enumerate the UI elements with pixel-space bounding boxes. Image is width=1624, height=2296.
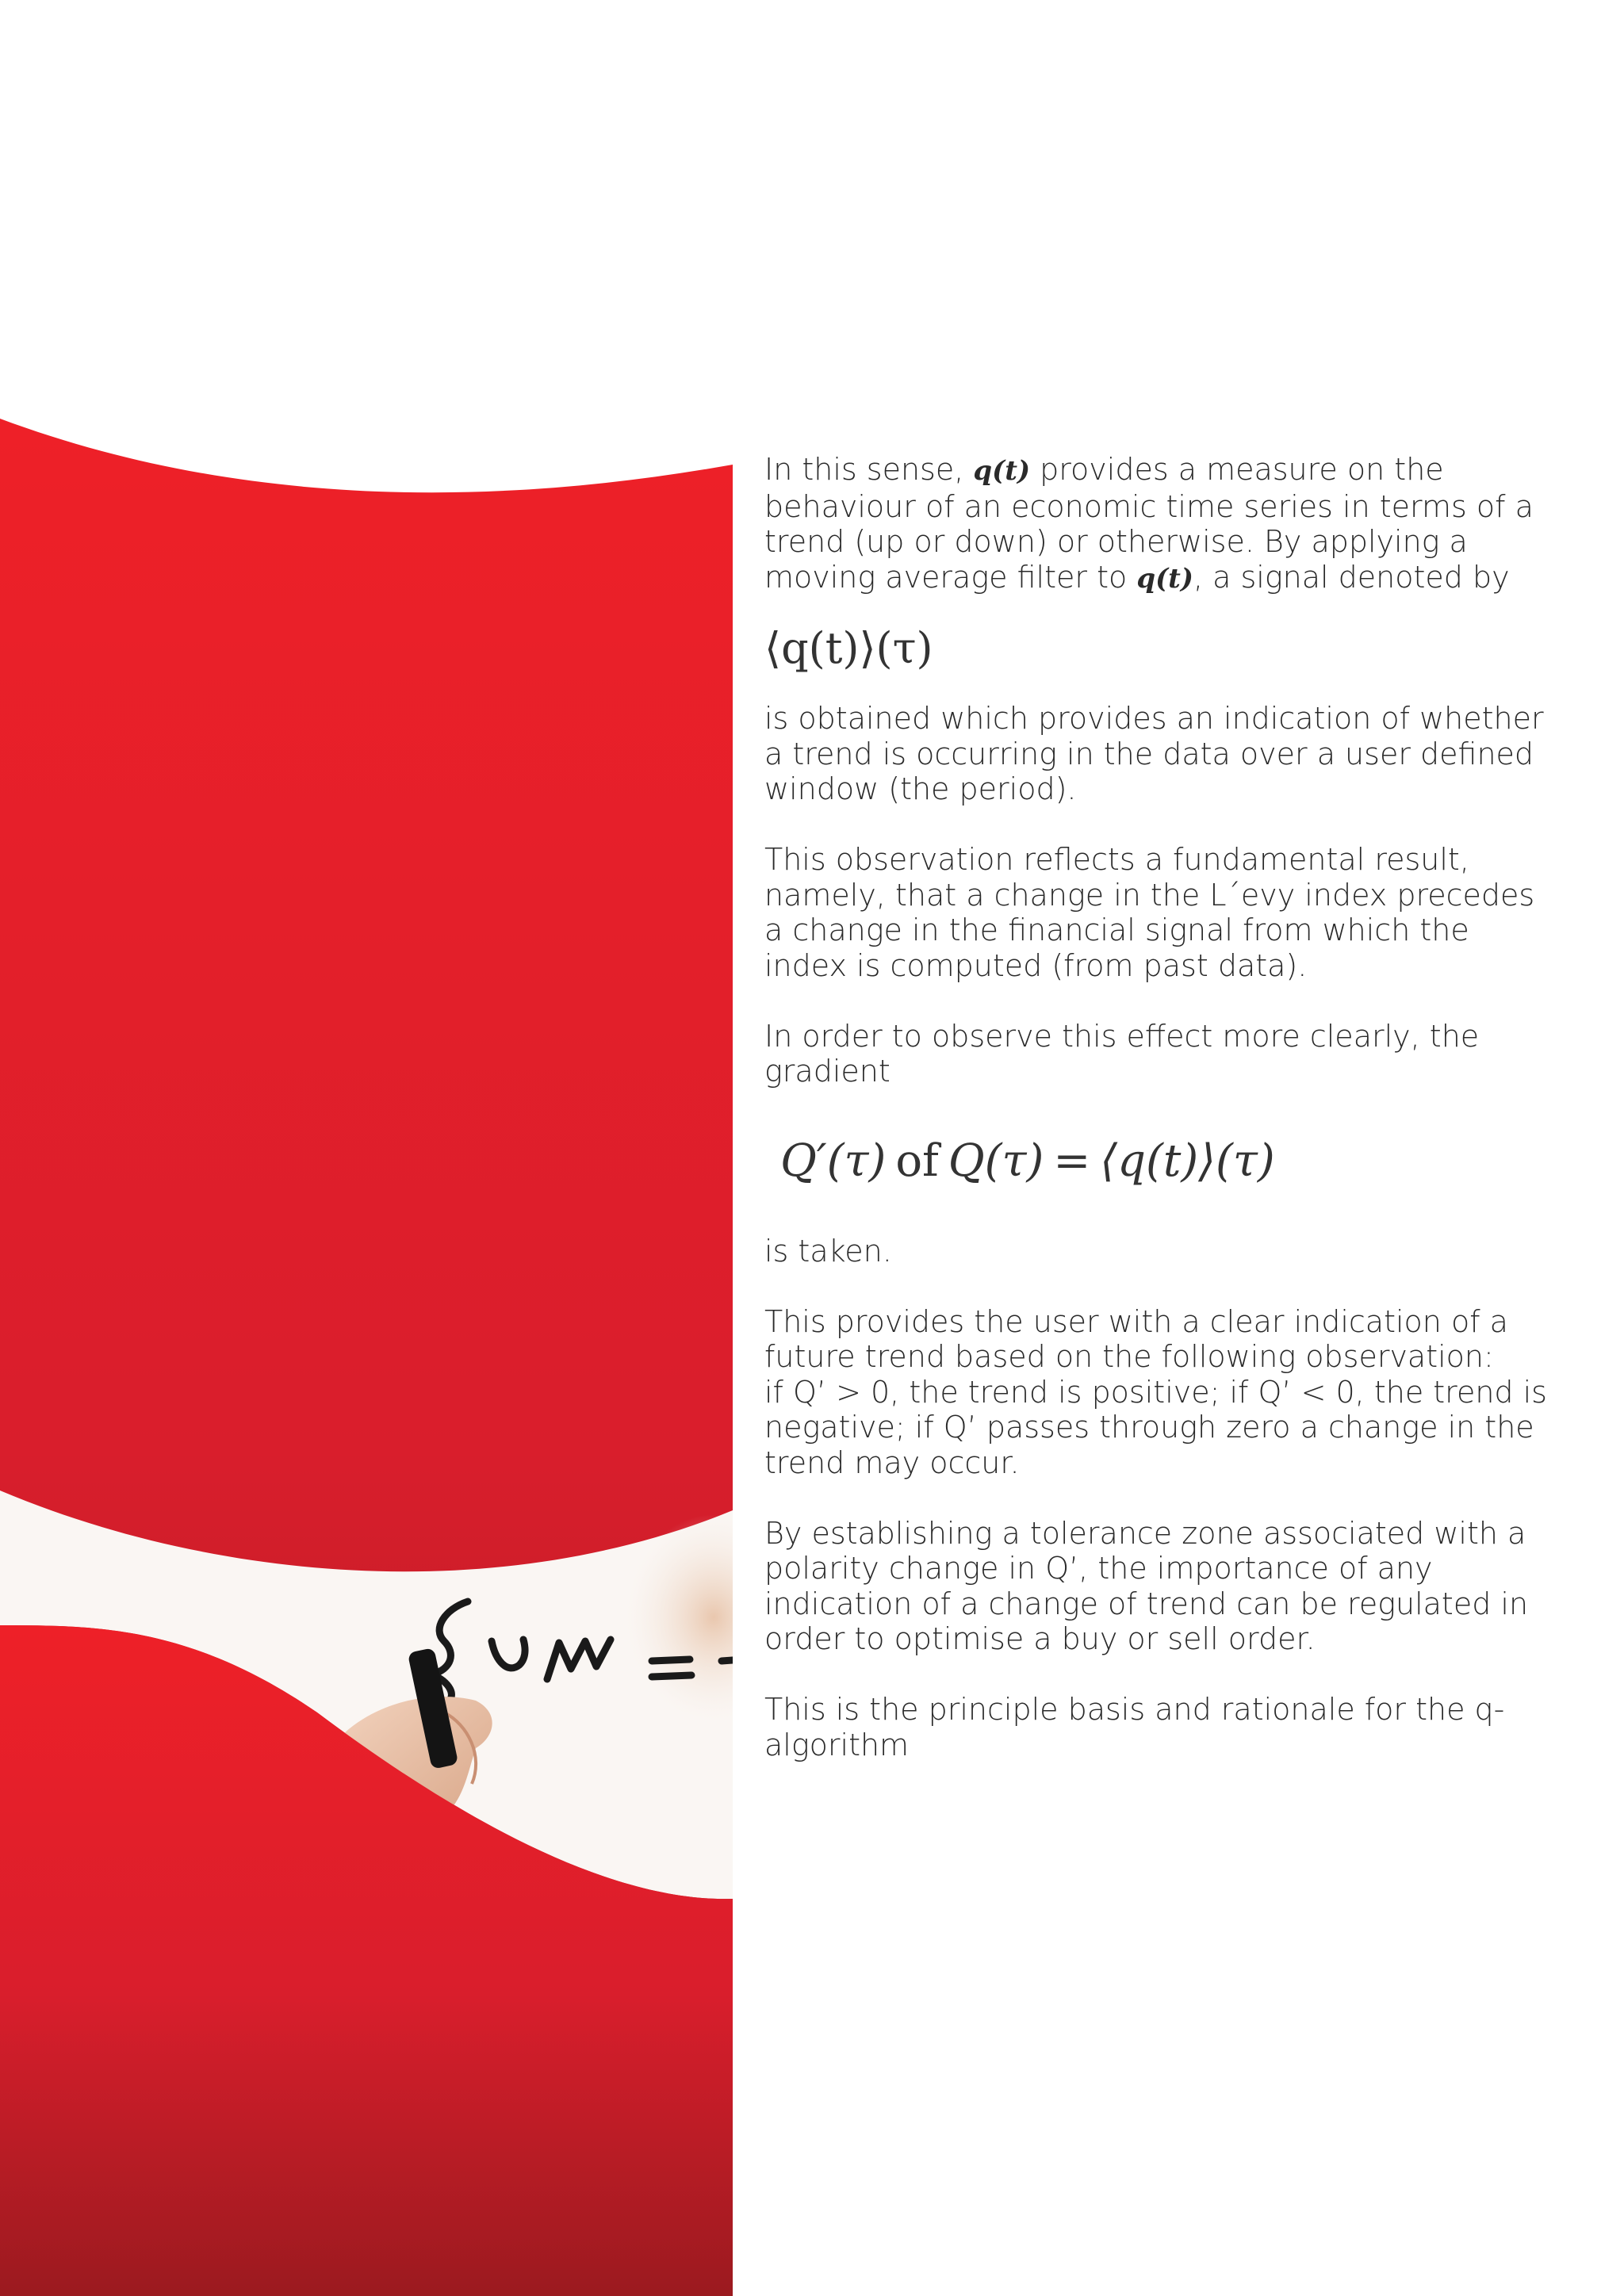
paragraph-intro	[764, 452, 1557, 596]
formula-of: of	[895, 1135, 939, 1187]
inline-math-q-t-2: q(t)	[1136, 562, 1193, 595]
formula-q-prime: Q′(τ)	[780, 1135, 887, 1187]
paragraph-is-taken: is taken.	[764, 1233, 892, 1269]
paragraph-intro-part-2: provides a measure on the behaviour of an economic time series in terms of a trend (up or down) or otherwise. By applying a moving average filter to	[764, 452, 1534, 595]
paragraph-polarity-rules: if Q’ > 0, the trend is positive; if Q’ < 0, the trend is negative; if Q’ passes through zero a change in the trend may occur.	[764, 1374, 1547, 1480]
body-text-column	[764, 452, 1557, 1762]
paragraph-gradient: In order to observe this effect more clearly, the gradient	[764, 1018, 1480, 1089]
paragraph-tolerance-zone: By establishing a tolerance zone associated with a polarity change in Q’, the importance of any indication of a change of trend can be regulated in order to optimise a buy or sell order.	[764, 1515, 1529, 1656]
paragraph-intro-part-1: In this sense,	[764, 452, 974, 487]
inline-math-q-t: q(t)	[973, 455, 1031, 487]
paragraph-observation: This provides the user with a clear indication of a future trend based on the following observation:	[764, 1303, 1508, 1374]
red-wave-decoration	[0, 0, 733, 2296]
paragraph-trend-indication: is obtained which provides an indication of whether a trend is occurring in the data over a user defined window (the period).	[764, 701, 1544, 806]
formula-moving-average: ⟨q(t)⟩(τ)	[764, 623, 933, 673]
paragraph-rationale: This is the principle basis and rationale for the q-algorithm	[764, 1692, 1505, 1762]
paragraph-intro-part-3: , a signal denoted by	[1193, 559, 1510, 595]
formula-gradient	[780, 1134, 1557, 1189]
formula-equals: =	[1053, 1135, 1091, 1187]
formula-average: ⟨q(t)⟩(τ)	[1100, 1135, 1275, 1187]
formula-q: Q(τ)	[948, 1135, 1044, 1187]
paragraph-levy-index: This observation reflects a fundamental result, namely, that a change in the L´evy index precedes a change in the financial signal from which the index is computed (from past data).	[764, 842, 1535, 983]
